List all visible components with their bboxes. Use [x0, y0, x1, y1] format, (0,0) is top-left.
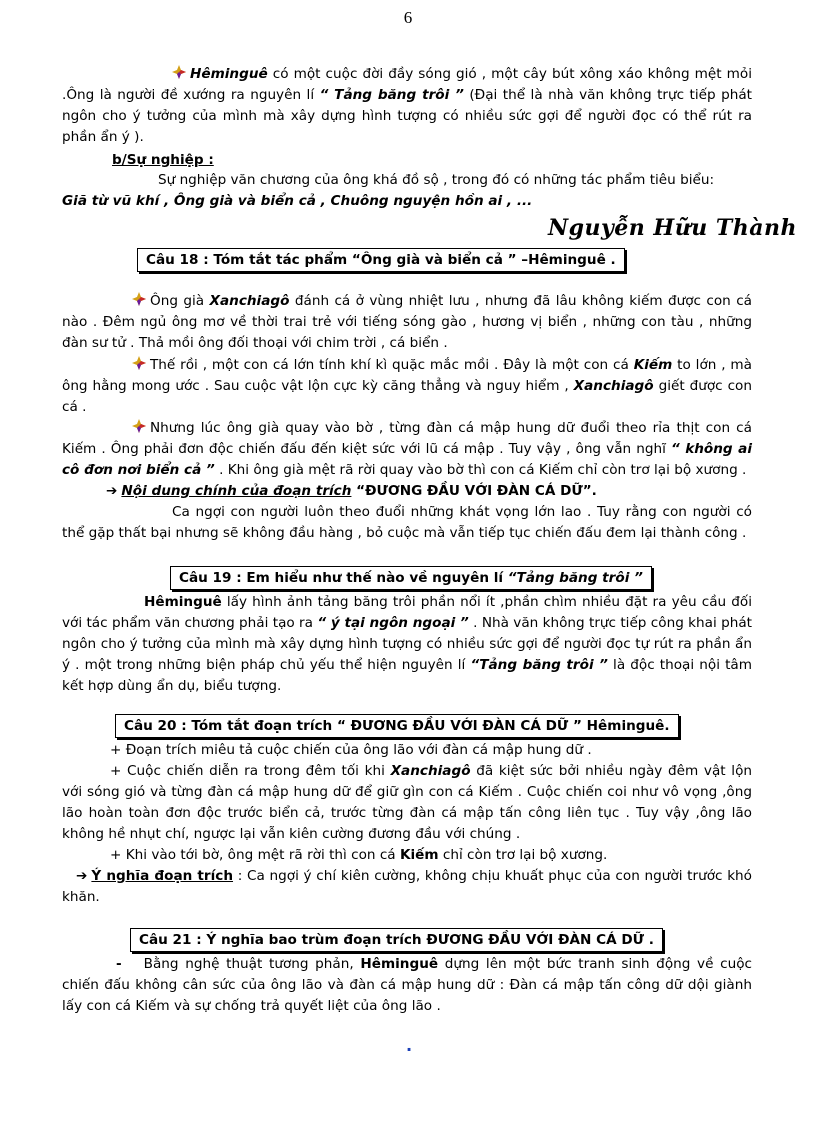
q21-paragraph: - Bằng nghệ thuật tương phản, Hêminguê dựng lên một bức tranh sinh động về cuộc chiến đấu không cân sức của ông lão và đàn cá mập hung dữ : Đàn cá mập tấn công dữ dội giành lấy con cá Kiếm và sự chống trả quyết liệt của ông lão . — [62, 956, 752, 1014]
q18-paragraph-3: Nhưng lúc ông già quay vào bờ , từng đàn cá mập hung dữ đuổi theo rỉa thịt con cá Kiếm . Ông phải đơn độc chiến đấu đến kiệt sức với lũ cá mập . Tuy vậy , ông vẫn nghĩ “ không ai cô đơn nơi biển cả ” . Khi ông già mệt rã rời quay vào bờ thì con cá Kiếm chỉ còn trơ lại bộ xương . — [62, 420, 752, 478]
q19-paragraph: Hêminguê lấy hình ảnh tảng băng trôi phần nổi ít ,phần chìm nhiều đặt ra yêu cầu đối với tác phẩm văn chương phải tạo ra “ ý tại ngôn ngoại ” . Nhà văn không trực tiếp công khai phát ngôn cho ý tưởng của mình mà xây dựng hình tượng có nhiều sức gợi để người đọc tự rút ra phần ẩn ý . một trong những biện pháp chủ yếu thể hiện nguyên lí “Tảng băng trôi ” là độc thoại nội tâm kết hợp dùng ẩn dụ, biểu tượng. — [62, 594, 753, 694]
arrow-right-icon: ➔ — [106, 483, 118, 499]
signature: Nguyễn Hữu Thành — [548, 215, 797, 241]
question-20-title: Câu 20 : Tóm tắt đoạn trích “ ĐƯƠNG ĐẦU VỚI ĐÀN CÁ DỮ ” Hêminguê. — [115, 714, 679, 738]
q18-main-content: ➔ Nội dung chính của đoạn trích “ĐƯƠNG ĐẦU VỚI ĐÀN CÁ DỮ”. — [106, 483, 597, 499]
q20-line-3: + Khi vào tới bờ, ông mệt rã rời thì con cá Kiếm chỉ còn trơ lại bộ xương. — [110, 847, 608, 863]
q20-line-1: + Đoạn trích miêu tả cuộc chiến của ông lão với đàn cá mập hung dữ . — [110, 742, 592, 758]
question-21-title: Câu 21 : Ý nghĩa bao trùm đoạn trích ĐƯƠNG ĐẦU VỚI ĐÀN CÁ DỮ . — [130, 928, 663, 952]
career-heading: b/Sự nghiệp : — [112, 152, 214, 168]
footer-dot: . — [406, 1036, 413, 1055]
q20-meaning: ➔ Ý nghĩa đoạn trích : Ca ngợi ý chí kiên cường, không chịu khuất phục của con người trước khó khăn. — [62, 868, 752, 905]
page-number: 6 — [403, 8, 413, 27]
career-paragraph: Sự nghiệp văn chương của ông khá đồ sộ , trong đó có những tác phẩm tiêu biểu: Giã từ vũ khí , Ông già và biển cả , Chuông nguyện hồn ai , ... — [62, 172, 715, 209]
intro-paragraph: Hêminguê có một cuộc đời đầy sóng gió , một cây bút xông xáo không mệt mỏi .Ông là người đề xướng ra nguyên lí “ Tảng băng trôi ” (Đại thể là nhà văn không trực tiếp phát ngôn cho ý tưởng của mình mà xây dựng hình tượng có nhiều sức gợi để người đọc có thể rút ra phần ẩn ý ). — [62, 66, 753, 145]
bullet-icon — [132, 419, 146, 433]
works-list: Giã từ vũ khí , Ông già và biển cả , Chuông nguyện hồn ai , ... — [62, 193, 533, 209]
bullet-icon — [132, 356, 146, 370]
q18-paragraph-2: Thế rồi , một con cá lớn tính khí kì quặc mắc mồi . Đây là một con cá Kiếm to lớn , mà ông hằng mong ước . Sau cuộc vật lộn cực kỳ căng thẳng và nguy hiểm , Xanchiagô giết được con cá . — [62, 357, 752, 415]
bullet-icon — [172, 65, 186, 79]
q18-paragraph-1: Ông già Xanchiagô đánh cá ở vùng nhiệt lưu , nhưng đã lâu không kiếm được con cá nào . Đêm ngủ ông mơ về thời trai trẻ với tiếng sóng gào , hương vị biển , những con tàu , những đàn sư tử . Thả mồi ông đối thoại với chim trời , cá biển . — [62, 293, 752, 351]
question-19-title: Câu 19 : Em hiểu như thế nào về nguyên lí “Tảng băng trôi ” — [170, 566, 652, 590]
question-18-title: Câu 18 : Tóm tắt tác phẩm “Ông già và biển cả ” –Hêminguê . — [137, 248, 625, 272]
bullet-icon — [132, 292, 146, 306]
author-name: Hêminguê — [190, 66, 268, 82]
q18-main-text: Ca ngợi con người luôn theo đuổi những khát vọng lớn lao . Tuy rằng con người có thể gặp thất bại nhưng sẽ không đầu hàng , bỏ cuộc mà vẫn tiếp tục chiến đấu đem lại thành công . — [62, 504, 752, 541]
arrow-right-icon: ➔ — [76, 868, 88, 884]
principle-name: “ Tảng băng trôi ” — [319, 87, 464, 103]
q20-line-2: + Cuộc chiến diễn ra trong đêm tối khi Xanchiagô đã kiệt sức bởi nhiều ngày đêm vật lộn với sóng gió và từng đàn cá mập hung dữ để giữ gìn con cá Kiếm . Cuộc chiến coi như vô vọng ,ông lão hoàn toàn đơn độc trước biển cả, trước từng đàn cá mập tấn công liên tục . Tuy vậy ,ông lão không hề nhụt chí, ngược lại vẫn kiên cường đương đầu với chúng . — [62, 763, 753, 842]
